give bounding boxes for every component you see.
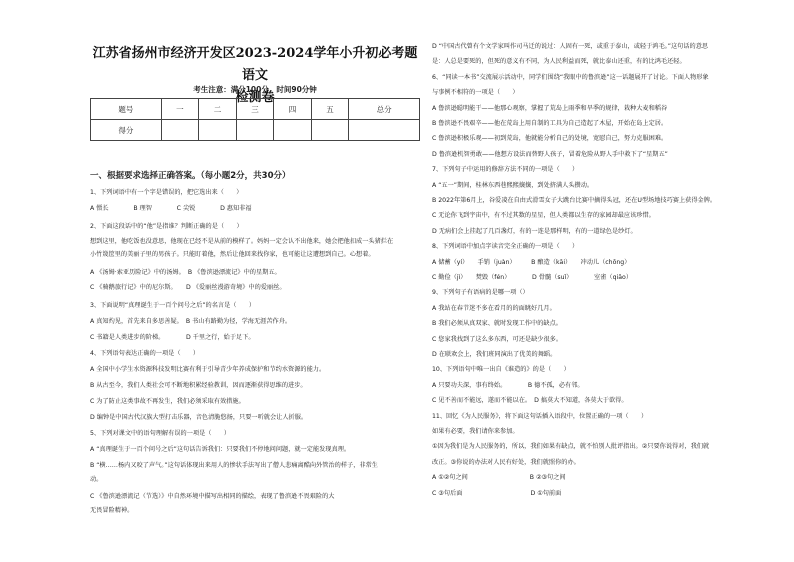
score-table-header-row [91,99,420,120]
question-line: C 您家我找到了这么多东西，可还是缺少很多。 [432,336,563,343]
question-line: A 真知灼见，首先来自多思善疑。 B 书山有路勤为径，学海无涯苦作舟。 [90,318,292,325]
score-cell: 二 [199,99,237,120]
question-line: 6、“同读一本书”交流展示活动中，同学们围绕“我眼中的鲁滨逊”这一话题展开了讨论。下面人物形象 [432,74,709,81]
question-line: A 储蓄（yí） 手销（juàn） B 酿造（kāi） 冲动儿（chōng） [432,259,631,266]
question-line: 无畏冒险精神。 [90,507,134,514]
question-line: B 从古至今，我们人类社会可不断地积累经验教训，因而逐渐获得思维的进步。 [90,382,307,389]
question-line: ①因为我们是为人民服务的，所以，我们如果有缺点，就不怕别人批评指出。②只要你说得对，我们就 [432,443,710,450]
question-line: A ①②句之间 B ②③句之间 [432,474,566,481]
score-cell: 题号 [91,99,162,120]
question-line: 10、下列语句中唯一出自《谁造的》的是（ ） [432,366,570,373]
question-line: C 见不善而不能远，遂而不能以在。 D 搞莫大不知道，各莫大于欲得。 [432,397,628,404]
question-line: C 勤俭（jì） 焚毁（fén） D 骨髓（suǐ） 室雀（qiāo） [432,274,633,281]
score-cell [274,120,312,141]
question-line: 4、下列语句表达正确的一项是（ ） [90,350,200,357]
score-cell: 三 [236,99,274,120]
question-line: B “横……杨内又咬了声气。”这句话体现出来用人的惨状手法写出了僧人悲痛离酷向外管治的样子，非常生 [90,462,378,469]
question-line: B 2022年第6月上，谷爱凌在自由式滑雪女子大跳台比赛中摘得头冠，还在U型场地技巧赛上获得金牌。 [432,197,717,204]
question-line: C 鲁滨逊积极乐观——初到荒岛，他就能分析自己的处境，宽慰自己，努力克服困难。 [432,135,668,142]
question-line: C 为了防止这类事故不再发生，我们必须采取有效措施。 [90,398,245,405]
score-cell: 得分 [91,120,162,141]
question-line: 1、下列词语中有一个字是错误的，把它选出来（ ） [90,189,243,196]
exam-meta: 考生注意：满分100分，时间90分钟 [193,85,317,94]
question-line: 与事例不相符的一项是（ ） [432,89,519,96]
question-line: 想到这里，他吃饭也没意思，他现在已经不是从前的模样了。妈妈一定会认不出他来，她会把他扣成一头猪拦在 [90,238,394,245]
exam-title-line2: 检测卷 [235,90,275,105]
question-line: 动。 [90,476,103,483]
question-line: D 无病们会上挂起了几百盏灯，有的一连是那样明，有的一道绿色是纱灯。 [432,228,637,235]
question-line: 小竹篾筐里的美丽子里的男孩子。只能盯着他，然后让他回来找你家，也可能让这遭想到自己。心想着。 [90,251,375,258]
score-cell [236,120,274,141]
score-cell [311,120,349,141]
question-line: C ③句后面 D ①句前面 [432,490,562,497]
question-line: 3、下面说明“真理诞生于一百个问号之后”的名言是（ ） [90,302,256,309]
question-line: C 书籍是人类进步的阶梯。 D 千里之行，始于足下。 [90,334,255,341]
question-line: A 只要功夫深，事有终始。 B 德不孤，必有邻。 [432,382,584,389]
score-cell: 总分 [349,99,420,120]
question-line: A 全国中小学生水资源科技发明比赛有利于引导青少年养成保护和节约水资源的能力。 [90,366,326,373]
score-cell: 四 [274,99,312,120]
section-heading: 一、根据要求选择正确答案。（每小题2分，共30分） [90,171,291,181]
question-line: 如果有必要，我们请你来参加。 [432,428,519,435]
question-line: B 我们必须从真双家、就时发现工作中的缺点。 [432,320,562,327]
score-cell: 五 [311,99,349,120]
question-line: D 在联欢会上，我们班同演出了优美的舞蹈。 [432,351,557,358]
question-line: D 编钟是中国古代汉族大型打击乐器，音色清脆悠扬，只要一听就会让人折服。 [90,414,308,421]
exam-title-line1: 江苏省扬州市经济开发区2023-2024学年小升初必考题语文 [92,46,418,83]
question-line: D “中国古代曾有个文学家叫作司马迁的说过：人固有一死，或重于泰山，或轻于鸿毛。”这句话的意思 [432,43,709,50]
question-line: C 《鲁滨逊漂流记（节选）》中自然环境中描写出相同的描绘，表现了鲁滨逊不畏艰险的大 [90,493,335,500]
question-line: C 无论你飞到宇宙中，有不过其数的星星，但人类都以生存的家园却最应该珍惜。 [432,212,655,219]
question-line: 2、下面这段话中的“他”是指谁？判断正确的是（ ） [90,223,243,230]
score-cell [349,120,420,141]
question-line: A 我站在春节迷不多在看月的的面眺好几月。 [432,305,556,312]
question-line: 8、下列词语中加点字读音完全正确的一项是（ ） [432,243,579,250]
question-line: 9、下列句子有语病的是哪一项（） [432,289,529,296]
question-line: B 鲁滨逊不畏艰辛——他在荒岛上用自制的工具为自己造起了木屋，开始在岛上定居。 [432,120,668,127]
question-line: A 慑长 B 理智 C 尖锐 D 惠知非福 [90,205,252,212]
score-cell [161,120,199,141]
question-line: 7、下列句子中运用的修辞方法不同的一项是（ ） [432,166,579,173]
question-line: A 《汤姆·索亚历险记》中的汤姆。 B 《鲁滨逊漂流记》中的星期五。 [90,269,281,276]
question-line: A “五一”期间，桂林东西巷熙熙攘攘，到处挤满人头攒动。 [432,182,594,189]
question-line: C 《骑鹅旅行记》中的尼尔斯。 D 《爱丽丝漫游奇境》中的爱丽丝。 [90,284,286,291]
question-line: 5、下列对课文中的语句理解有误的一项是（ ） [90,430,231,437]
question-line: A “真理诞生于一百个问号之后”这句话告诉我们：只要我们不停地问问题，就一定能发现真理。 [90,446,351,453]
question-line: 11、回忆《为人民服务》，将下面这句话插入语段中，位置正确的一项（ ） [432,413,648,420]
question-line: D 鲁滨逊机智勇敢——他想方设法而替野人孩子，冒着危险从野人手中救下了“星期五” [432,151,668,158]
score-cell [199,120,237,141]
score-table-score-row [91,120,420,141]
question-line: A 鲁滨逊聪明能干——他那心观察，掌握了荒岛上雨季和旱季的规律，栽种大麦和稻谷 [432,105,668,112]
question-line: 是：人总是要死的，但死的意义有不同，为人民利益而死，就比泰山还重，有的比鸿毛还轻。 [432,58,686,65]
score-table [90,98,420,141]
question-line: 改正。③你说的办法对人民有好处，我们就照你的办。 [432,459,580,466]
score-cell: 一 [161,99,199,120]
